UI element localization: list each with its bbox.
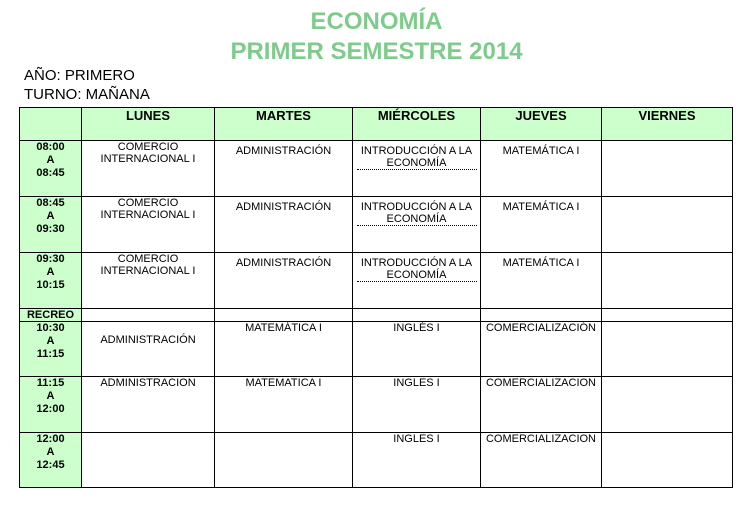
time-slot (20, 197, 82, 253)
class-cell (602, 253, 733, 309)
day-header-lunes: LUNES (82, 108, 215, 141)
class-cell (215, 433, 353, 488)
day-header-martes: MARTES (215, 108, 353, 141)
page-title: ECONOMÍA (310, 8, 443, 35)
class-cell: COMERCIALIZACIÓN (481, 322, 602, 377)
time-end: 11:15 (36, 348, 65, 360)
time-slot (20, 141, 82, 197)
break-cell (602, 309, 733, 322)
class-cell (602, 141, 733, 197)
table-row (20, 197, 733, 253)
header-corner (20, 108, 82, 141)
year-label: AÑO: PRIMERO (24, 67, 135, 84)
time-slot (20, 377, 82, 433)
time-start: 11:15 (36, 377, 65, 389)
class-cell: COMERCIO INTERNACIONAL I (82, 197, 215, 253)
table-row (20, 433, 733, 488)
time-sep: A (46, 154, 55, 166)
class-cell: INGLÉS I (353, 322, 481, 377)
class-cell (602, 433, 733, 488)
class-cell: MATEMÁTICA I (481, 197, 602, 253)
class-cell (82, 433, 215, 488)
table-row (20, 253, 733, 309)
day-header-viernes: VIERNES (602, 108, 733, 141)
time-start: 10:30 (36, 322, 65, 334)
day-header-jueves: JUEVES (481, 108, 602, 141)
class-cell: ADMINISTRACIÓN (82, 322, 215, 377)
break-cell (82, 309, 215, 322)
time-slot (20, 322, 82, 377)
class-cell (602, 322, 733, 377)
class-cell: ADMINISTRACION (82, 377, 215, 433)
class-cell: ADMINISTRACIÓN (215, 197, 353, 253)
class-cell: INGLES I (353, 433, 481, 488)
class-cell: INTRODUCCIÓN A LA ECONOMÍA (353, 197, 481, 253)
time-sep: A (46, 266, 55, 278)
time-sep: A (46, 210, 55, 222)
table-row (20, 141, 733, 197)
class-cell: INTRODUCCIÓN A LA ECONOMÍA (353, 253, 481, 309)
time-sep: A (46, 335, 55, 347)
class-cell: MATEMÁTICA I (481, 253, 602, 309)
day-header-miercoles: MIÉRCOLES (353, 108, 481, 141)
break-cell (353, 309, 481, 322)
time-sep: A (46, 390, 55, 402)
class-cell: COMERCIALIZACION (481, 433, 602, 488)
time-end: 09:30 (36, 223, 65, 235)
class-cell: COMERCIALIZACION (481, 377, 602, 433)
time-start: 08:45 (36, 197, 65, 209)
time-sep: A (46, 446, 55, 458)
time-end: 12:45 (36, 459, 65, 471)
page-subtitle: PRIMER SEMESTRE 2014 (230, 38, 523, 65)
shift-label: TURNO: MAÑANA (24, 86, 150, 103)
class-cell: COMERCIO INTERNACIONAL I (82, 253, 215, 309)
class-cell: MATEMÁTICA I (215, 322, 353, 377)
break-cell (215, 309, 353, 322)
time-end: 10:15 (36, 279, 65, 291)
time-start: 12:00 (36, 433, 65, 445)
class-cell: MATEMATICA I (215, 377, 353, 433)
class-cell: MATEMÁTICA I (481, 141, 602, 197)
class-cell: INGLES I (353, 377, 481, 433)
time-start: 08:00 (36, 141, 65, 153)
time-end: 12:00 (36, 403, 65, 415)
class-cell (602, 377, 733, 433)
class-cell: INTRODUCCIÓN A LA ECONOMÍA (353, 141, 481, 197)
break-label: RECREO (20, 309, 82, 322)
class-cell: ADMINISTRACIÓN (215, 141, 353, 197)
break-row (20, 309, 733, 322)
class-cell: COMERCIO INTERNACIONAL I (82, 141, 215, 197)
time-slot (20, 253, 82, 309)
time-end: 08:45 (36, 167, 65, 179)
schedule-table (19, 107, 733, 488)
break-cell (481, 309, 602, 322)
table-row (20, 322, 733, 377)
table-row (20, 377, 733, 433)
header-row (20, 108, 733, 141)
class-cell (602, 197, 733, 253)
time-slot (20, 433, 82, 488)
class-cell: ADMINISTRACIÓN (215, 253, 353, 309)
time-start: 09:30 (36, 253, 65, 265)
